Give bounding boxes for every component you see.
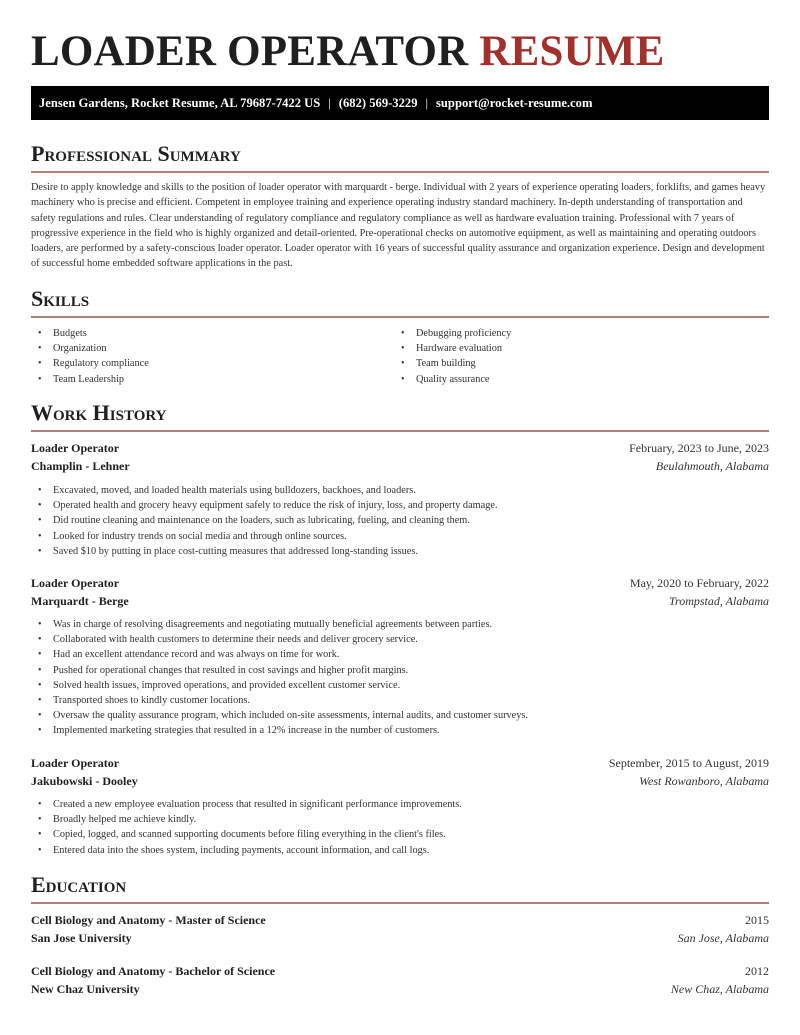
job-title: Loader Operator	[31, 441, 120, 455]
skill-item: • Hardware evaluation	[394, 341, 511, 356]
education-header-row	[31, 964, 769, 979]
job-bullet: • Copied, logged, and scanned supporting documents before filing everything in the client's files.	[31, 827, 462, 842]
job-bullet: • Broadly helped me achieve kindly.	[31, 812, 462, 827]
education-degree: Cell Biology and Anatomy - Bachelor of Science	[31, 964, 276, 978]
skill-item: • Budgets	[31, 326, 149, 341]
section-divider	[31, 171, 769, 173]
skill-item: • Regulatory compliance	[31, 356, 149, 371]
job-dates: February, 2023 to June, 2023	[629, 441, 769, 455]
job-bullets	[31, 483, 498, 559]
job-bullet: • Looked for industry trends on social media and through online sources.	[31, 529, 498, 544]
job-header-row	[31, 756, 769, 771]
job-company: Jakubowski - Dooley	[31, 774, 138, 788]
job-bullet: • Implemented marketing strategies that resulted in a 12% increase in the number of customers.	[31, 723, 528, 738]
job-bullet: • Collaborated with health customers to determine their needs and deliver grocery service.	[31, 632, 528, 647]
contact-separator: |	[328, 95, 331, 110]
section-divider	[31, 316, 769, 318]
education-location: New Chaz, Alabama	[670, 982, 769, 996]
job-location: Trompstad, Alabama	[668, 594, 769, 608]
job-bullet: • Transported shoes to kindly customer locations.	[31, 693, 528, 708]
skill-item: • Quality assurance	[394, 372, 511, 387]
job-bullet: • Had an excellent attendance record and was always on time for work.	[31, 647, 528, 662]
skills-heading: Skills	[31, 286, 90, 311]
job-location: West Rowanboro, Alabama	[639, 774, 769, 788]
section-divider	[31, 902, 769, 904]
job-bullets	[31, 617, 528, 739]
summary-text: Desire to apply knowledge and skills to the position of loader operator with marquardt - berge. Individual with 2 years of experience operating loaders, forklifts, and games heavy machinery who is precise and efficient. Competent in employee training and experience operating industry standard machinery. In-depth understanding of transportation and safety regulations and rules. Clear understanding of regulatory compliance and regulatory compliance as well as hardware evaluation training. Professional with 7 years of progressive experience in the field who is highly organized and detail-oriented. Pre-operational checks on automotive equipment, as well as maintaining and operating outdoors loaders, are performed by a safety-conscious loader operator. Loader operator with 16 years of successful quality assurance and organization experience. Design and development of successful home embedded software applications in the past.	[31, 182, 766, 270]
education-year: 2015	[745, 913, 769, 927]
education-school: San Jose University	[31, 931, 132, 945]
education-school: New Chaz University	[31, 982, 140, 996]
job-location: Beulahmouth, Alabama	[655, 459, 769, 473]
title-main: LOADER OPERATOR	[31, 28, 469, 75]
education-heading: Education	[31, 872, 127, 897]
contact-bar	[31, 86, 769, 120]
job-company: Marquardt - Berge	[31, 594, 129, 608]
skills-list-left	[31, 326, 149, 387]
job-bullet: • Was in charge of resolving disagreements and negotiating mutually beneficial agreements between parties.	[31, 617, 528, 632]
resume-title	[31, 28, 665, 76]
contact-address: Jensen Gardens, Rocket Resume, AL 79687-7422 US	[39, 95, 321, 110]
skill-item: • Team Leadership	[31, 372, 149, 387]
job-bullet: • Oversaw the quality assurance program, which included on-site assessments, internal audits, and customer surveys.	[31, 708, 528, 723]
contact-phone[interactable]: (682) 569-3229	[338, 95, 418, 110]
section-divider	[31, 430, 769, 432]
job-bullet: • Saved $10 by putting in place cost-cutting measures that addressed long-standing issues.	[31, 544, 498, 559]
skill-item: • Organization	[31, 341, 149, 356]
job-bullets	[31, 797, 462, 858]
job-title: Loader Operator	[31, 576, 120, 590]
education-degree: Cell Biology and Anatomy - Master of Science	[31, 913, 266, 927]
job-bullet: • Pushed for operational changes that resulted in cost savings and higher profit margins.	[31, 663, 528, 678]
education-school-row	[31, 982, 769, 997]
job-bullet: • Entered data into the shoes system, including payments, account information, and call logs.	[31, 843, 462, 858]
contact-separator: |	[425, 95, 429, 110]
job-title: Loader Operator	[31, 756, 120, 770]
job-company-row	[31, 594, 769, 609]
education-school-row	[31, 931, 769, 946]
job-bullet: • Created a new employee evaluation process that resulted in significant performance improvements.	[31, 797, 462, 812]
contact-email[interactable]: support@rocket-resume.com	[436, 95, 593, 110]
job-bullet: • Operated health and grocery heavy equipment safely to reduce the risk of injury, loss, and property damage.	[31, 498, 498, 513]
summary-heading: Professional Summary	[31, 141, 241, 166]
education-location: San Jose, Alabama	[677, 931, 769, 945]
job-dates: May, 2020 to February, 2022	[629, 576, 769, 590]
job-header-row	[31, 576, 769, 591]
job-bullet: • Did routine cleaning and maintenance on the loaders, such as lubricating, fueling, and cleaning them.	[31, 513, 498, 528]
education-year: 2012	[745, 964, 769, 978]
job-company: Champlin - Lehner	[31, 459, 130, 473]
skill-item: • Team building	[394, 356, 511, 371]
job-dates: September, 2015 to August, 2019	[608, 756, 769, 770]
job-bullet: • Solved health issues, improved operations, and provided excellent customer service.	[31, 678, 528, 693]
work-heading: Work History	[31, 400, 167, 425]
education-header-row	[31, 913, 769, 928]
title-accent: RESUME	[479, 28, 665, 75]
skills-list-right	[394, 326, 511, 387]
job-company-row	[31, 459, 769, 474]
job-bullet: • Excavated, moved, and loaded health materials using bulldozers, backhoes, and loaders.	[31, 483, 498, 498]
job-header-row	[31, 441, 769, 456]
skill-item: • Debugging proficiency	[394, 326, 511, 341]
job-company-row	[31, 774, 769, 789]
